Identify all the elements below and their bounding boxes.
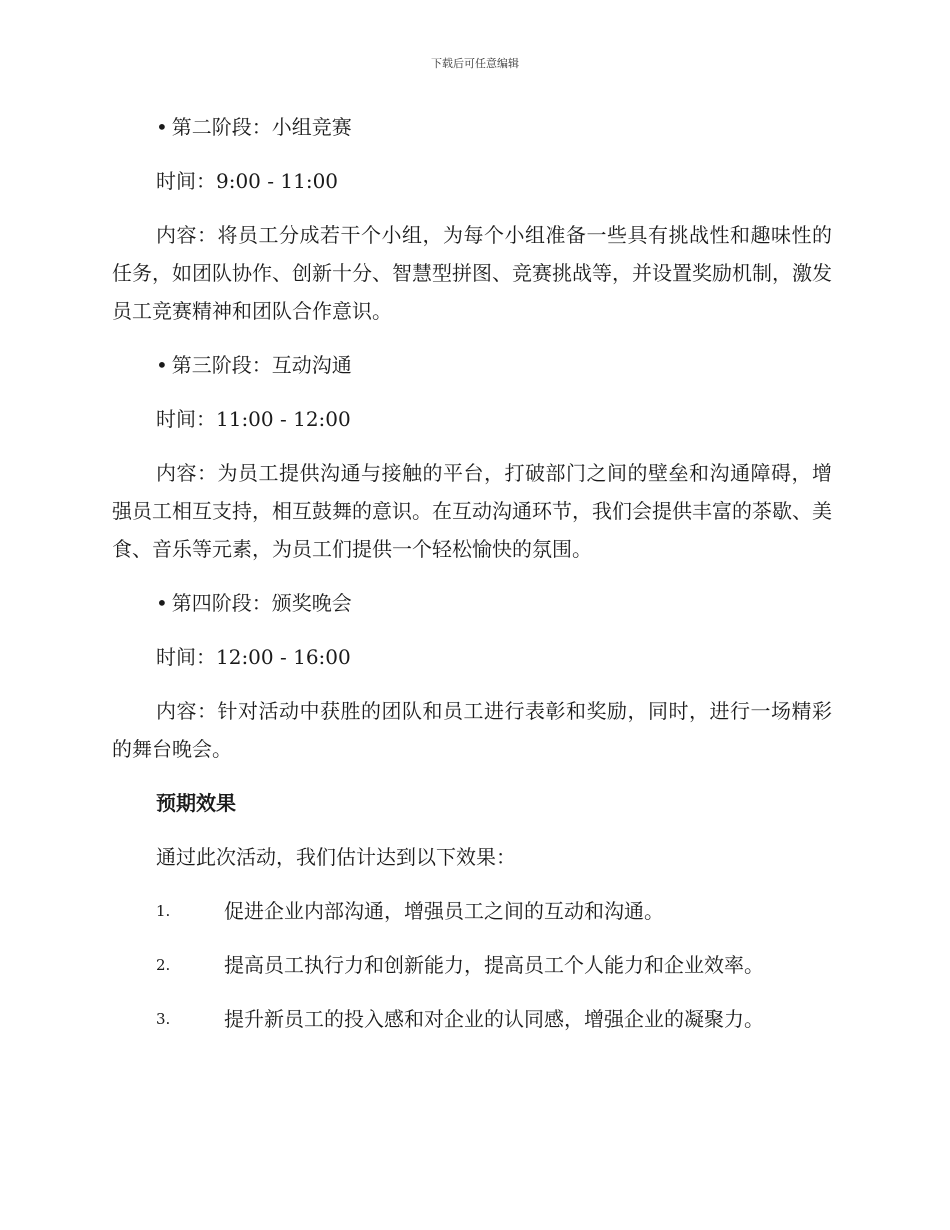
list-item-number: 1. <box>156 902 171 920</box>
list-item-text: 促进企业内部沟通，增强员工之间的互动和沟通。 <box>224 899 664 923</box>
stage3-title <box>112 346 832 384</box>
stage3-time: 时间：11:00 - 12:00 <box>156 407 351 431</box>
stage2-title <box>112 108 832 146</box>
stage2-title-text: 第二阶段：小组竞赛 <box>171 115 352 139</box>
bullet-icon: • <box>156 115 168 139</box>
stage4-content: 内容：针对活动中获胜的团队和员工进行表彰和奖励，同时，进行一场精彩的舞台晚会。 <box>112 699 832 761</box>
stage2-time: 时间：9:00 - 11:00 <box>156 169 339 193</box>
stage3-title-text: 第三阶段：互动沟通 <box>171 353 352 377</box>
expected-intro: 通过此次活动，我们估计达到以下效果： <box>156 845 516 869</box>
list-item-number: 2. <box>156 956 171 974</box>
list-item <box>112 1000 832 1038</box>
stage4-title-text: 第四阶段：颁奖晚会 <box>171 591 352 615</box>
stage3-content: 内容：为员工提供沟通与接触的平台，打破部门之间的壁垒和沟通障碍，增强员工相互支持，相互鼓舞的意识。在互动沟通环节，我们会提供丰富的茶歇、美食、音乐等元素，为员工们提供一个轻松愉快的氛围。 <box>112 461 832 561</box>
list-item-text: 提升新员工的投入感和对企业的认同感，增强企业的凝聚力。 <box>224 1007 764 1031</box>
stage2-content: 内容：将员工分成若干个小组，为每个小组准备一些具有挑战性和趣味性的任务，如团队协作、创新十分、智慧型拼图、竞赛挑战等，并设置奖励机制，激发员工竞赛精神和团队合作意识。 <box>112 223 832 323</box>
bullet-icon: • <box>156 353 168 377</box>
header-note: 下载后可任意编辑 <box>431 57 519 70</box>
list-item-number: 3. <box>156 1010 171 1028</box>
stage4-time: 时间：12:00 - 16:00 <box>156 645 351 669</box>
document-body <box>112 108 832 1054</box>
list-item <box>112 946 832 984</box>
list-item-text: 提高员工执行力和创新能力，提高员工个人能力和企业效率。 <box>224 953 764 977</box>
stage4-title <box>112 584 832 622</box>
list-item <box>112 892 832 930</box>
bullet-icon: • <box>156 591 168 615</box>
expected-heading: 预期效果 <box>156 791 236 815</box>
